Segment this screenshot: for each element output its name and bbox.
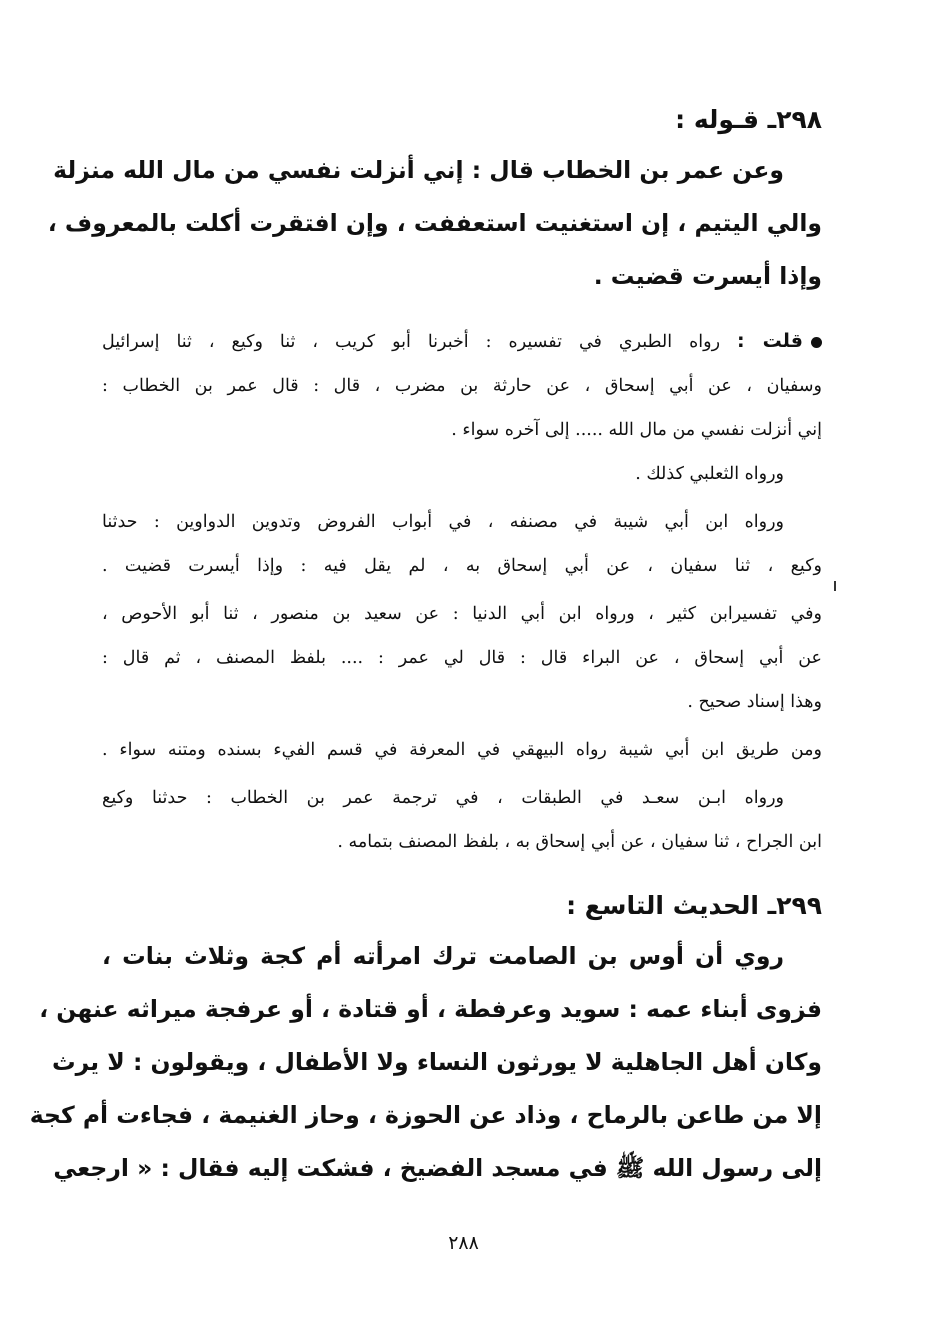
- page-content: [29, 100, 822, 1195]
- commentary-paragraph: [102, 319, 822, 452]
- commentary-line: وفي تفسيرابن كثير ، ورواه ابن أبي الدنيا : عن سعيد بن منصور ، ثنا أبو الأحوص ،: [102, 604, 822, 624]
- hadith-text-298: [47, 144, 822, 303]
- hadith-line: فزوى أبناء عمه : سويد وعرفطة ، أو قتادة ، أو عرفجة ميراثه عنهن ،: [39, 995, 822, 1023]
- print-speck: [834, 581, 836, 591]
- commentary-line: [102, 319, 822, 364]
- hadith-text-299: [29, 930, 822, 1195]
- commentary-line: ورواه ابن أبي شيبة في مصنفه ، في أبواب الفروض وتدوين الدواوين : حدثنا: [102, 512, 784, 532]
- commentary-line: ورواه ابـن سعـد في الطبقات ، في ترجمة عمر بن الخطاب : حدثنا وكيع: [102, 788, 784, 808]
- commentary-paragraph: [102, 592, 822, 724]
- commentary-line: وكيع ، ثنا سفيان ، عن أبي إسحاق به ، لم يقل فيه : وإذا أيسرت قضيت .: [102, 556, 822, 576]
- bullet-icon: [811, 337, 822, 348]
- hadith-line: روي أن أوس بن الصامت ترك امرأته أم كجة وثلاث بنات ،: [102, 942, 784, 970]
- commentary-paragraph: [102, 452, 822, 496]
- commentary-paragraph: [102, 500, 822, 588]
- commentary-paragraph: [102, 728, 822, 772]
- commentary-line: ابن الجراح ، ثنا سفيان ، عن أبي إسحاق به ، بلفظ المصنف بتمامه .: [337, 832, 822, 852]
- commentary-line: ورواه الثعلبي كذلك .: [635, 464, 784, 484]
- hadith-line: وكان أهل الجاهلية لا يورثون النساء ولا الأطفال ، ويقولون : لا يرث: [52, 1048, 822, 1076]
- commentary-line: ومن طريق ابن أبي شيبة رواه البيهقي في المعرفة في قسم الفيء بسنده ومتنه سواء .: [102, 740, 822, 760]
- commentary-text: رواه الطبري في تفسيره : أخبرنا أبو كريب ، ثنا وكيع ، ثنا إسرائيل: [102, 332, 721, 352]
- commentary-line: إني أنزلت نفسي من مال الله ..... إلى آخره سواء .: [451, 420, 822, 440]
- commentary-line: وسفيان ، عن أبي إسحاق ، عن حارثة بن مضرب ، قال : قال عمر بن الخطاب :: [102, 376, 822, 396]
- page-number: ٢٨٨: [448, 1232, 479, 1254]
- section-heading-298: ٢٩٨ـ قـوله :: [675, 105, 822, 134]
- section-heading-299: ٢٩٩ـ الحديث التاسع :: [566, 891, 822, 920]
- hadith-line: وعن عمر بن الخطاب قال : إني أنزلت نفسي من مال الله منزلة: [53, 156, 784, 184]
- commentary-paragraph: [102, 776, 822, 864]
- commentary-line: وهذا إسناد صحيح .: [687, 692, 822, 712]
- hadith-line: وإذا أيسرت قضيت .: [593, 262, 822, 290]
- hadith-line: إلى رسول الله ﷺ في مسجد الفضيخ ، فشكت إليه فقال : « ارجعي: [53, 1154, 822, 1182]
- commentary-line: عن أبي إسحاق ، عن البراء قال : قال لي عمر : .... بلفظ المصنف ، ثم قال :: [102, 648, 822, 668]
- commentary-298: [102, 319, 822, 864]
- hadith-line: والي اليتيم ، إن استغنيت استعففت ، وإن افتقرت أكلت بالمعروف ،: [47, 209, 822, 237]
- hadith-line: إلا من طاعن بالرماح ، وذاد عن الحوزة ، وحاز الغنيمة ، فجاءت أم كجة: [29, 1101, 822, 1129]
- qult-label: قلت :: [737, 330, 803, 352]
